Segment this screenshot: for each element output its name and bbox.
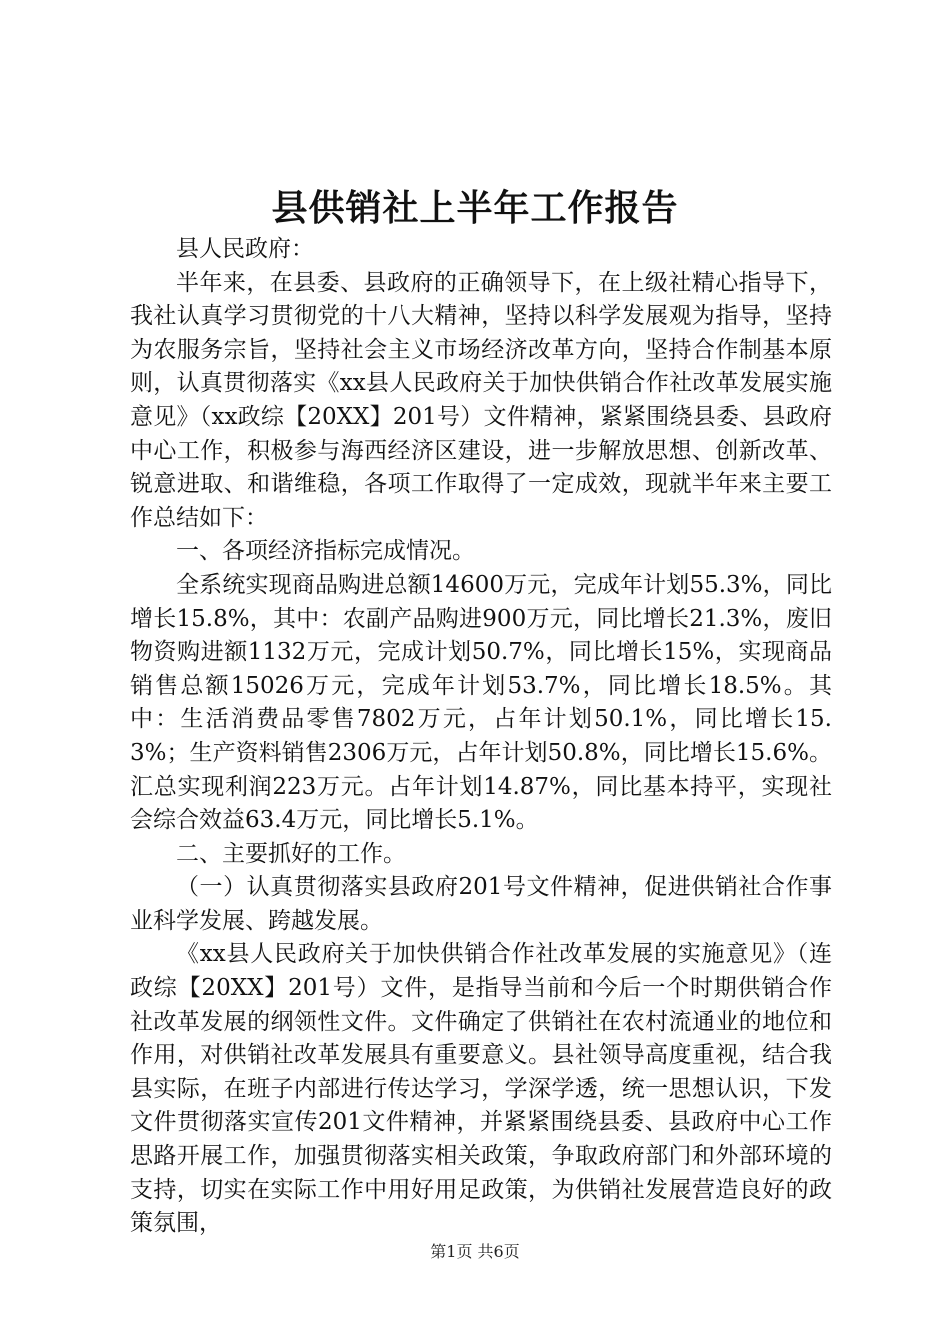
subsection-heading-1: （一）认真贯彻落实县政府201号文件精神，促进供销社合作事业科学发展、跨越发展。 [130,874,832,934]
section-heading-2: 二、主要抓好的工作。 [176,840,406,867]
document-title: 县供销社上半年工作报告 [271,187,679,229]
policy-paragraph: 《xx县人民政府关于加快供销合作社改革发展的实施意见》（连政综【20XX】201号）文件，是指导当前和今后一个时期供销合作社改革发展的纲领性文件。文件确定了供销社在农村流通业的地位和作用，对供销社改革发展具有重要意义。县社领导高度重视，结合我县实际，在班子内部进行传达学习，学深学透，统一思想认识，下发文件贯彻落实宣传201文件精神，并紧紧围绕县委、县政府中心工作思路开展工作，加强贯彻落实相关政策，争取政府部门和外部环境的支持，切实在实际工作中用好用足政策，为供销社发展营造良好的政策氛围， [130,941,832,1237]
document-body [130,233,832,1241]
section-heading-1: 一、各项经济指标完成情况。 [176,538,475,565]
indicators-paragraph: 全系统实现商品购进总额14600万元，完成年计划55.3%，同比增长15.8%，其中：农副产品购进900万元，同比增长21.3%，废旧物资购进额1132万元，完成计划50.7%，同比增长15%，实现商品销售总额15026万元，完成年计划53.7%，同比增长18.5%。其中：生活消费品零售7802万元，占年计划50.1%，同比增长15.3%；生产资料销售2306万元，占年计划50.8%，同比增长15.6%。汇总实现利润223万元。占年计划14.87%，同比基本持平，实现社会综合效益63.4万元，同比增长5.1%。 [130,571,832,834]
salutation: 县人民政府： [176,236,314,262]
intro-paragraph: 半年来，在县委、县政府的正确领导下，在上级社精心指导下，我社认真学习贯彻党的十八大精神，坚持以科学发展观为指导，坚持为农服务宗旨，坚持社会主义市场经济改革方向，坚持合作制基本原则，认真贯彻落实《xx县人民政府关于加快供销合作社改革发展实施意见》（xx政综【20XX】201号）文件精神，紧紧围绕县委、县政府中心工作，积极参与海西经济区建设，进一步解放思想、创新改革、锐意进取、和谐维稳，各项工作取得了一定成效，现就半年来主要工作总结如下： [130,269,832,531]
page-footer: 第1页 共6页 [430,1242,520,1261]
